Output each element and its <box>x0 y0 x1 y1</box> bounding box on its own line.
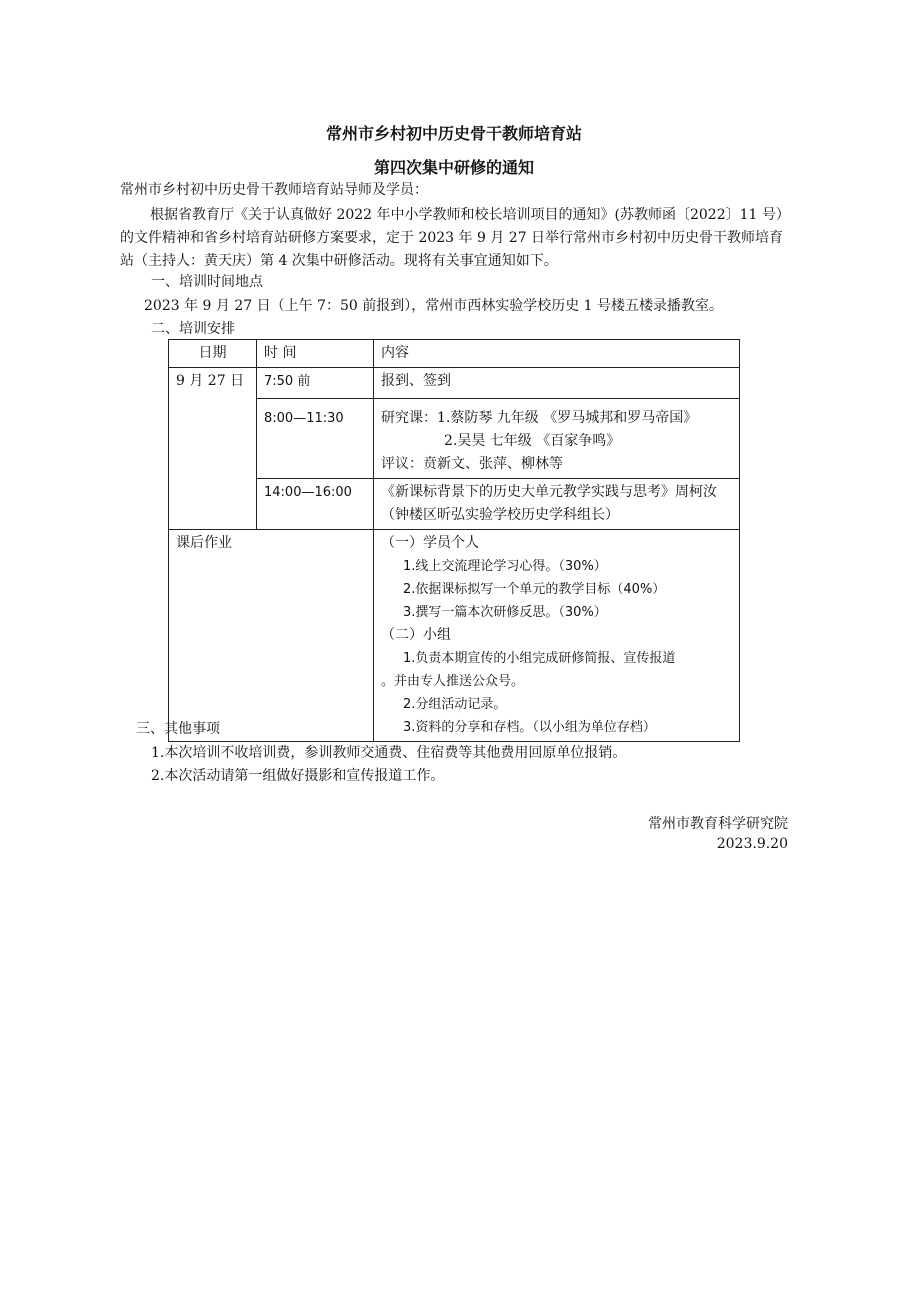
homework-group-title: （一）学员个人 <box>381 535 479 551</box>
table-row <box>169 530 740 742</box>
time-cell: 8:00—11:30 <box>257 399 374 479</box>
homework-item: 3.撰写一篇本次研修反思。（30%） <box>403 605 607 620</box>
header-time: 时 间 <box>257 340 374 368</box>
salutation: 常州市乡村初中历史骨干教师培育站导师及学员： <box>120 182 428 198</box>
homework-label: 课后作业 <box>169 530 374 742</box>
homework-item-continuation: 。并由专人推送公众号。 <box>381 674 525 689</box>
time-cell: 7:50 前 <box>257 368 374 399</box>
body-paragraph: 根据省教育厅《关于认真做好 2022 年中小学教师和校长培训项目的通知》(苏教师函〔2022〕11 号）的文件精神和省乡村培育站研修方案要求，定于 2023 年 9 月 27 日举行常州市乡村初中历史骨干教师培育站（主持人：黄天庆）第 4 次集中研修活动。现将有关事宜通知如下。 <box>120 207 790 269</box>
schedule-table <box>168 339 740 742</box>
homework-item: 2.依据课标拟写一个单元的教学目标（40%） <box>403 582 666 597</box>
date-cell: 9 月 27 日 <box>169 368 257 530</box>
content-line: 评议：贲新文、张萍、柳林等 <box>381 456 563 472</box>
section3-item: 1.本次培训不收培训费，参训教师交通费、住宿费等其他费用回原单位报销。 <box>151 745 627 761</box>
document-title-line2: 第四次集中研修的通知 <box>373 158 534 177</box>
table-row <box>169 368 740 399</box>
homework-item: 3.资料的分享和存档。（以小组为单位存档） <box>403 720 656 735</box>
content-cell: 报到、签到 <box>374 368 740 399</box>
homework-item: 1.负责本期宣传的小组完成研修简报、宣传报道 <box>403 651 676 666</box>
content-line: 2.吴昊 七年级 《百家争鸣》 <box>444 433 621 449</box>
signature-date: 2023.9.20 <box>716 836 788 852</box>
homework-group-title: （二）小组 <box>381 627 451 643</box>
time-cell: 14:00—16:00 <box>257 479 374 530</box>
table-header-row <box>169 340 740 368</box>
section3-heading: 三、其他事项 <box>136 721 220 737</box>
homework-item: 1.线上交流理论学习心得。（30%） <box>403 559 607 574</box>
header-content: 内容 <box>374 340 740 368</box>
document-title-line1: 常州市乡村初中历史骨干教师培育站 <box>325 124 582 143</box>
content-line: 研究课：1.蔡防琴 九年级 《罗马城邦和罗马帝国》 <box>381 410 698 426</box>
section2-heading: 二、培训安排 <box>151 321 235 337</box>
section1-text: 2023 年 9 月 27 日（上午 7：50 前报到），常州市西林实验学校历史 1 号楼五楼录播教室。 <box>144 298 724 314</box>
content-cell: 《新课标背景下的历史大单元教学实践与思考》周柯汝（钟楼区昕弘实验学校历史学科组长） <box>374 479 740 530</box>
section3-item: 2.本次活动请第一组做好摄影和宣传报道工作。 <box>151 768 445 784</box>
header-date: 日期 <box>169 340 257 368</box>
content-cell <box>374 399 740 479</box>
homework-content <box>374 530 740 742</box>
section1-heading: 一、培训时间地点 <box>151 274 263 290</box>
homework-item: 2.分组活动记录。 <box>403 697 507 712</box>
signature-org: 常州市教育科学研究院 <box>648 816 788 832</box>
